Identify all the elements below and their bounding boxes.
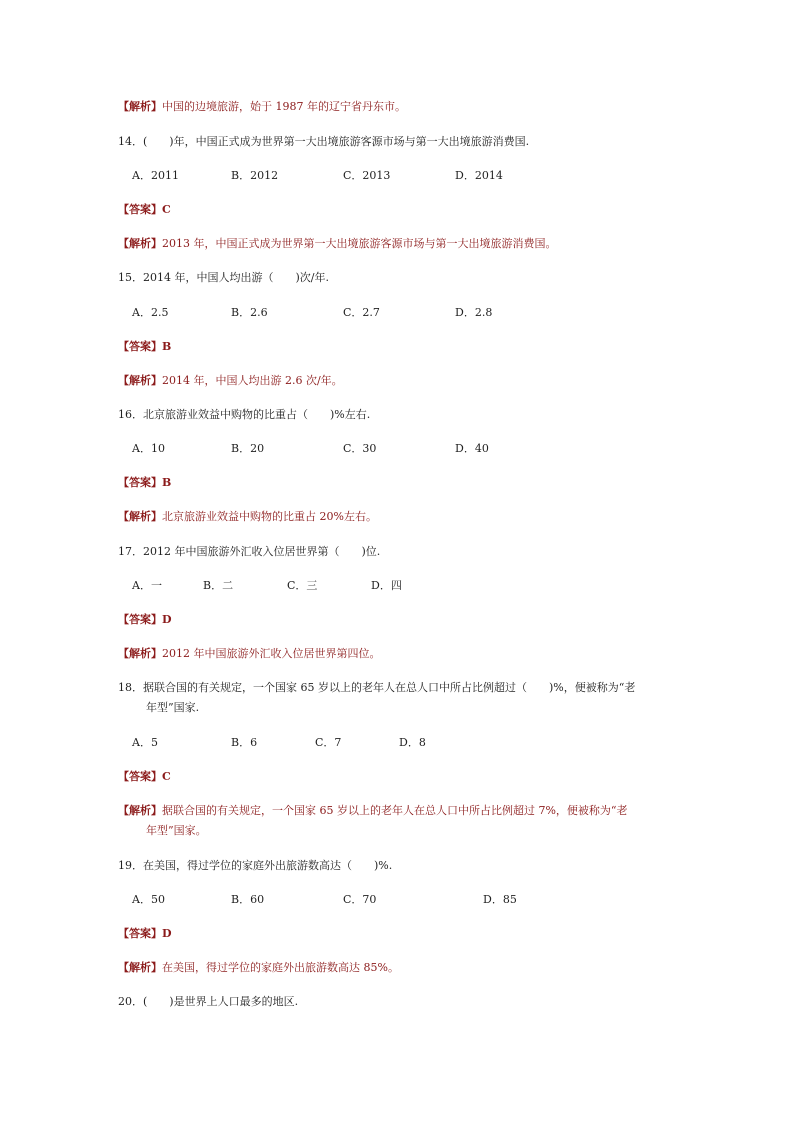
explanation-text: 据联合国的有关规定，一个国家 65 岁以上的老年人在总人口中所占比例超过 7%，便被称为“老	[162, 804, 628, 817]
question-20-stem: 20．( )是世界上人口最多的地区.	[118, 995, 299, 1008]
question-19-explanation	[118, 961, 399, 975]
option-c: C．7	[315, 736, 342, 749]
question-15-answer	[118, 340, 171, 354]
explanation-label: 【解析】	[118, 647, 162, 660]
option-c: C．三	[287, 579, 318, 592]
question-14-explanation	[118, 237, 557, 251]
option-d: D．85	[483, 893, 517, 906]
answer-value: B	[162, 476, 172, 489]
question-16-stem: 16．北京旅游业效益中购物的比重占（ )%左右.	[118, 408, 371, 421]
explanation-text: 2014 年，中国人均出游 2.6 次/年。	[162, 374, 343, 387]
option-c: C．70	[343, 893, 377, 906]
answer-value: D	[162, 927, 172, 940]
question-18-stem: 18．据联合国的有关规定，一个国家 65 岁以上的老年人在总人口中所占比例超过（ )%，便被称为“老	[118, 681, 636, 694]
option-b: B．2012	[231, 169, 279, 182]
option-b: B．2.6	[231, 306, 268, 319]
option-c: C．30	[343, 442, 377, 455]
option-b: B．60	[231, 893, 265, 906]
explanation-text: 北京旅游业效益中购物的比重占 20%左右。	[162, 510, 377, 523]
question-19-stem: 19．在美国，得过学位的家庭外出旅游数高达（ )%.	[118, 859, 393, 872]
question-17-stem: 17．2012 年中国旅游外汇收入位居世界第（ )位.	[118, 545, 381, 558]
question-15-explanation	[118, 374, 343, 388]
question-16-explanation	[118, 510, 377, 524]
answer-label: 【答案】	[118, 476, 162, 489]
explanation-text: 2013 年，中国正式成为世界第一大出境旅游客源市场与第一大出境旅游消费国。	[162, 237, 557, 250]
option-a: A．5	[132, 736, 158, 749]
answer-label: 【答案】	[118, 770, 162, 783]
option-b: B．6	[231, 736, 258, 749]
explanation-label: 【解析】	[118, 374, 162, 387]
explanation-label: 【解析】	[118, 100, 162, 113]
answer-value: D	[162, 613, 172, 626]
answer-value: B	[162, 340, 172, 353]
explanation-label: 【解析】	[118, 961, 162, 974]
question-14-answer	[118, 203, 171, 217]
option-a: A．10	[132, 442, 165, 455]
option-d: D．40	[455, 442, 489, 455]
answer-label: 【答案】	[118, 203, 162, 216]
explanation-label: 【解析】	[118, 237, 162, 250]
explanation-text: 2012 年中国旅游外汇收入位居世界第四位。	[162, 647, 381, 660]
explanation-label: 【解析】	[118, 804, 162, 817]
question-14-stem: 14．( )年，中国正式成为世界第一大出境旅游客源市场与第一大出境旅游消费国.	[118, 135, 530, 148]
explanation-text: 中国的边境旅游，始于 1987 年的辽宁省丹东市。	[162, 100, 406, 113]
option-c: C．2013	[343, 169, 391, 182]
option-b: B．二	[203, 579, 234, 592]
option-a: A．2.5	[132, 306, 169, 319]
question-17-answer	[118, 613, 172, 627]
option-b: B．20	[231, 442, 265, 455]
answer-label: 【答案】	[118, 613, 162, 626]
option-c: C．2.7	[343, 306, 380, 319]
option-d: D．2.8	[455, 306, 493, 319]
answer-value: C	[162, 203, 171, 216]
question-16-answer	[118, 476, 171, 490]
option-a: A．2011	[132, 169, 179, 182]
question-15-stem: 15．2014 年，中国人均出游（ )次/年.	[118, 271, 329, 284]
option-d: D．四	[371, 579, 402, 592]
question-18-explanation-cont: 年型”国家。	[146, 824, 207, 837]
answer-label: 【答案】	[118, 927, 162, 940]
answer-value: C	[162, 770, 171, 783]
option-a: A．一	[132, 579, 162, 592]
option-d: D．8	[399, 736, 426, 749]
explanation-text: 在美国，得过学位的家庭外出旅游数高达 85%。	[162, 961, 399, 974]
option-a: A．50	[132, 893, 165, 906]
question-17-explanation	[118, 647, 381, 661]
answer-label: 【答案】	[118, 340, 162, 353]
intro-explanation	[118, 100, 406, 114]
question-18-explanation	[118, 804, 628, 818]
question-18-answer	[118, 770, 171, 784]
question-18-stem-cont: 年型”国家.	[146, 701, 200, 714]
option-d: D．2014	[455, 169, 503, 182]
explanation-label: 【解析】	[118, 510, 162, 523]
question-19-answer	[118, 927, 172, 941]
